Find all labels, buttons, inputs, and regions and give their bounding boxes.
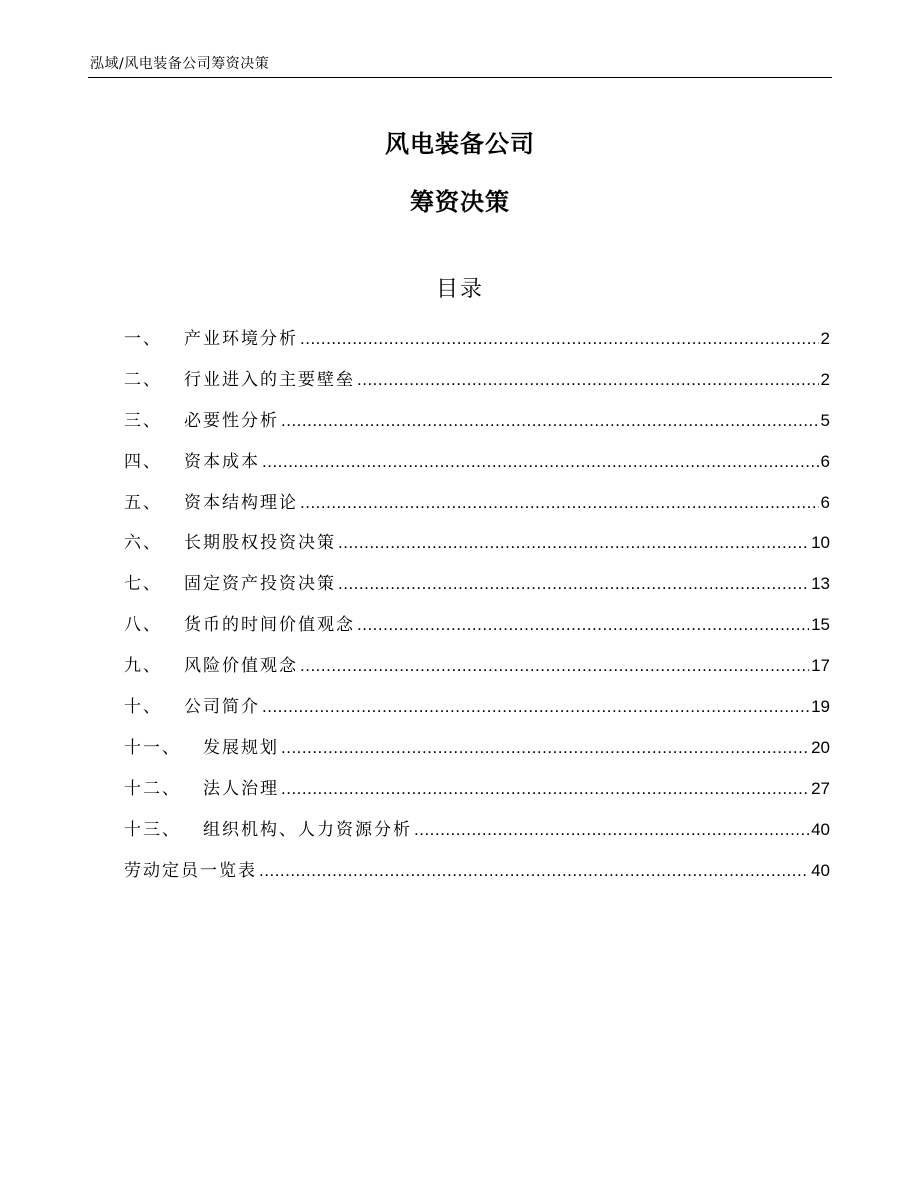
toc-leader-dots bbox=[300, 329, 819, 349]
toc-leader-dots bbox=[338, 574, 809, 594]
document-subtitle: 筹资决策 bbox=[410, 188, 510, 216]
toc-entry-page: 40 bbox=[811, 819, 830, 839]
toc-entry-number: 一、 bbox=[124, 329, 162, 349]
toc-leader-dots bbox=[357, 370, 819, 390]
toc-entry-label: 长期股权投资决策 bbox=[184, 533, 336, 554]
document-title: 风电装备公司 bbox=[385, 130, 535, 158]
toc-entry[interactable] bbox=[124, 610, 830, 651]
toc-entry-label: 法人治理 bbox=[203, 778, 279, 799]
toc-entry-page: 2 bbox=[820, 329, 830, 348]
toc-entry-page: 5 bbox=[820, 410, 830, 430]
toc-leader-dots bbox=[262, 697, 809, 717]
toc-leader-dots bbox=[281, 411, 819, 431]
toc-entry-number: 八、 bbox=[124, 615, 162, 636]
toc-entry-page: 13 bbox=[811, 574, 830, 594]
toc-entry-page: 15 bbox=[811, 615, 830, 635]
toc-entry-label: 组织机构、人力资源分析 bbox=[203, 819, 412, 840]
toc-entry[interactable] bbox=[124, 692, 830, 733]
toc-entry[interactable] bbox=[124, 569, 830, 610]
toc-entry-number: 九、 bbox=[124, 656, 162, 677]
toc-entry-number: 七、 bbox=[124, 574, 162, 595]
toc-entry-page: 19 bbox=[811, 697, 830, 717]
toc-leader-dots bbox=[357, 615, 809, 635]
toc-entry[interactable] bbox=[124, 447, 830, 488]
toc-heading: 目录 bbox=[435, 277, 484, 302]
table-of-contents bbox=[124, 324, 830, 896]
toc-entry[interactable] bbox=[124, 406, 830, 447]
toc-entry-label: 固定资产投资决策 bbox=[184, 574, 336, 595]
toc-entry-page: 17 bbox=[811, 656, 830, 676]
toc-leader-dots bbox=[259, 861, 809, 881]
toc-entry[interactable] bbox=[124, 733, 830, 774]
toc-entry-label: 行业进入的主要壁垒 bbox=[184, 369, 355, 390]
toc-entry-page: 6 bbox=[820, 492, 830, 512]
toc-entry-label: 必要性分析 bbox=[184, 410, 279, 431]
toc-leader-dots bbox=[281, 779, 809, 799]
toc-entry-label: 货币的时间价值观念 bbox=[184, 615, 355, 636]
toc-entry[interactable] bbox=[124, 488, 830, 529]
toc-entry-label: 资本成本 bbox=[184, 451, 260, 472]
toc-entry[interactable] bbox=[124, 365, 830, 406]
toc-entry[interactable] bbox=[124, 856, 830, 897]
toc-entry-number: 二、 bbox=[124, 369, 162, 390]
toc-entry-label: 产业环境分析 bbox=[184, 329, 298, 349]
toc-leader-dots bbox=[300, 493, 819, 513]
running-header: 泓域/风电装备公司筹资决策 bbox=[90, 56, 270, 72]
toc-leader-dots bbox=[262, 452, 819, 472]
toc-leader-dots bbox=[414, 820, 809, 840]
toc-entry-label: 风险价值观念 bbox=[184, 656, 298, 677]
toc-entry-number: 四、 bbox=[124, 451, 162, 472]
toc-leader-dots bbox=[338, 533, 809, 553]
toc-entry-page: 10 bbox=[811, 533, 830, 553]
toc-entry-page: 2 bbox=[820, 369, 830, 389]
toc-entry-number: 三、 bbox=[124, 410, 162, 431]
toc-entry-number: 十二、 bbox=[124, 778, 181, 799]
toc-entry-page: 27 bbox=[811, 778, 830, 798]
toc-entry-label: 发展规划 bbox=[203, 737, 279, 758]
toc-entry-page: 20 bbox=[811, 737, 830, 757]
toc-entry[interactable] bbox=[124, 324, 830, 365]
toc-entry-number: 五、 bbox=[124, 492, 162, 513]
toc-entry-number: 十一、 bbox=[124, 737, 181, 758]
toc-entry-label: 劳动定员一览表 bbox=[124, 860, 257, 881]
toc-entry[interactable] bbox=[124, 528, 830, 569]
toc-entry[interactable] bbox=[124, 815, 830, 856]
toc-entry-number: 十、 bbox=[124, 697, 162, 718]
toc-entry[interactable] bbox=[124, 651, 830, 692]
toc-entry-page: 6 bbox=[820, 451, 830, 471]
toc-entry[interactable] bbox=[124, 774, 830, 815]
toc-entry-number: 十三、 bbox=[124, 819, 181, 840]
toc-leader-dots bbox=[300, 656, 809, 676]
toc-entry-label: 资本结构理论 bbox=[184, 492, 298, 513]
toc-entry-number: 六、 bbox=[124, 533, 162, 554]
toc-leader-dots bbox=[281, 738, 809, 758]
toc-entry-page: 40 bbox=[811, 860, 830, 880]
toc-entry-label: 公司简介 bbox=[184, 697, 260, 718]
header-rule bbox=[88, 77, 832, 78]
